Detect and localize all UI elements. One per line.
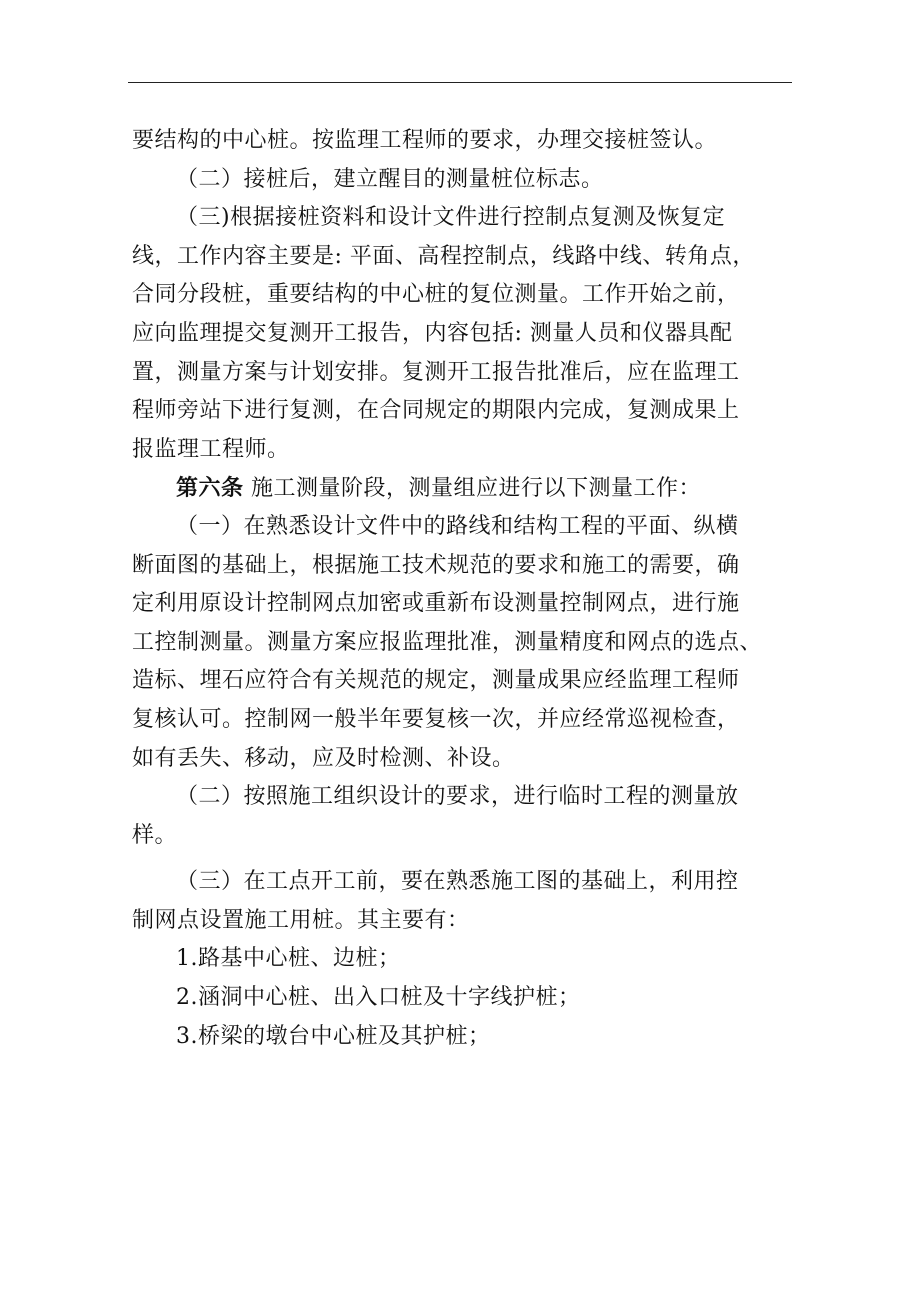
text-line: 工控制测量。测量方案应报监理批准，测量精度和网点的选点、	[132, 629, 763, 655]
text-line: 断面图的基础上，根据施工技术规范的要求和施工的需要，确	[132, 552, 740, 578]
text-line: （二）接桩后，建立醒目的测量桩位标志。	[176, 166, 604, 192]
document-body	[132, 122, 794, 1056]
text-line: 报监理工程师。	[132, 436, 290, 462]
text-line: （一）在熟悉设计文件中的路线和结构工程的平面、纵横	[176, 513, 739, 539]
text-line: 如有丢失、移动，应及时检测、补设。	[132, 745, 515, 771]
text-line: （三)根据接桩资料和设计文件进行控制点复测及恢复定	[176, 205, 726, 231]
text-line: 造标、埋石应符合有关规范的规定，测量成果应经监理工程师	[132, 668, 740, 694]
list-item: 2.涵洞中心桩、出入口桩及十字线护桩；	[176, 985, 581, 1011]
text-line: 合同分段桩，重要结构的中心桩的复位测量。工作开始之前，	[132, 282, 740, 308]
text-line: 置，测量方案与计划安排。复测开工报告批准后，应在监理工	[132, 359, 740, 385]
article-line	[132, 469, 794, 508]
article-heading: 第六条	[176, 475, 244, 502]
text-line: （三）在工点开工前，要在熟悉施工图的基础上，利用控	[176, 869, 739, 895]
text-line: 定利用原设计控制网点加密或重新布设测量控制网点，进行施	[132, 591, 740, 617]
text-line: 复核认可。控制网一般半年要复核一次，并应经常巡视检查，	[132, 706, 740, 732]
text-line: 应向监理提交复测开工报告，内容包括: 测量人员和仪器具配	[132, 320, 733, 346]
text-line: 制网点设置施工用桩。其主要有：	[132, 907, 470, 933]
list-item: 3.桥梁的墩台中心桩及其护桩；	[176, 1023, 491, 1049]
text-line: 样。	[132, 822, 178, 848]
text-line: （二）按照施工组织设计的要求，进行临时工程的测量放	[176, 784, 739, 810]
text-line: 要结构的中心桩。按监理工程师的要求，办理交接桩签认。	[132, 128, 718, 153]
text-line: 线，工作内容主要是: 平面、高程控制点，线路中线、转角点，	[132, 243, 755, 269]
article-text: 施工测量阶段，测量组应进行以下测量工作：	[251, 476, 702, 502]
text-line: 程师旁站下进行复测，在合同规定的期限内完成，复测成果上	[132, 398, 740, 424]
list-item: 1.路基中心桩、边桩；	[176, 946, 401, 972]
header-rule	[128, 82, 792, 83]
